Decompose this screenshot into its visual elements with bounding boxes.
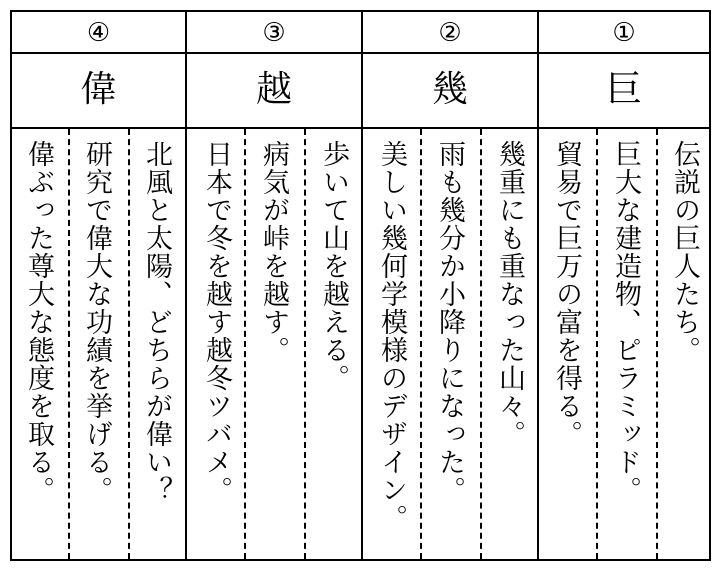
example-sentence: 巨大な建造物、ピラミッド。 xyxy=(610,140,641,504)
kanji-heading: 巨 xyxy=(605,69,642,110)
column-number: ④ xyxy=(86,18,111,48)
example-sentence: 研究で偉大な功績を挙げる。 xyxy=(81,140,112,504)
kanji-heading: 幾 xyxy=(431,69,468,110)
example-sentence: 日本で冬を越す越冬ツバメ。 xyxy=(201,140,232,504)
sentence-divider xyxy=(480,129,482,559)
example-sentence: 美しい幾何学模様のデザイン。 xyxy=(376,140,407,532)
sentence-divider xyxy=(656,129,658,559)
kanji-heading: 偉 xyxy=(80,69,117,110)
example-sentence: 偉ぶった尊大な態度を取る。 xyxy=(23,140,54,504)
example-sentence: 伝説の巨人たち。 xyxy=(669,140,700,364)
column-number: ② xyxy=(438,18,462,48)
example-sentence: 雨も幾分か小降りになった。 xyxy=(434,140,465,504)
sentence-divider xyxy=(304,129,306,559)
column-number: ① xyxy=(612,18,636,48)
example-sentence: 歩いて山を越える。 xyxy=(318,140,349,392)
example-sentence: 北風と太陽、どちらが偉い？ xyxy=(141,140,172,504)
sentence-divider xyxy=(68,129,70,559)
example-sentence: 貿易で巨万の富を得る。 xyxy=(551,140,582,448)
sentence-divider xyxy=(128,129,130,559)
kanji-worksheet xyxy=(10,10,711,561)
sentence-divider xyxy=(596,129,598,559)
kanji-heading: 越 xyxy=(255,69,292,110)
example-sentence: 幾重にも重なった山々。 xyxy=(494,140,525,448)
column-number: ③ xyxy=(262,18,286,48)
example-sentence: 病気が峠を越す。 xyxy=(258,140,289,364)
sentence-divider xyxy=(420,129,422,559)
sentence-divider xyxy=(244,129,246,559)
